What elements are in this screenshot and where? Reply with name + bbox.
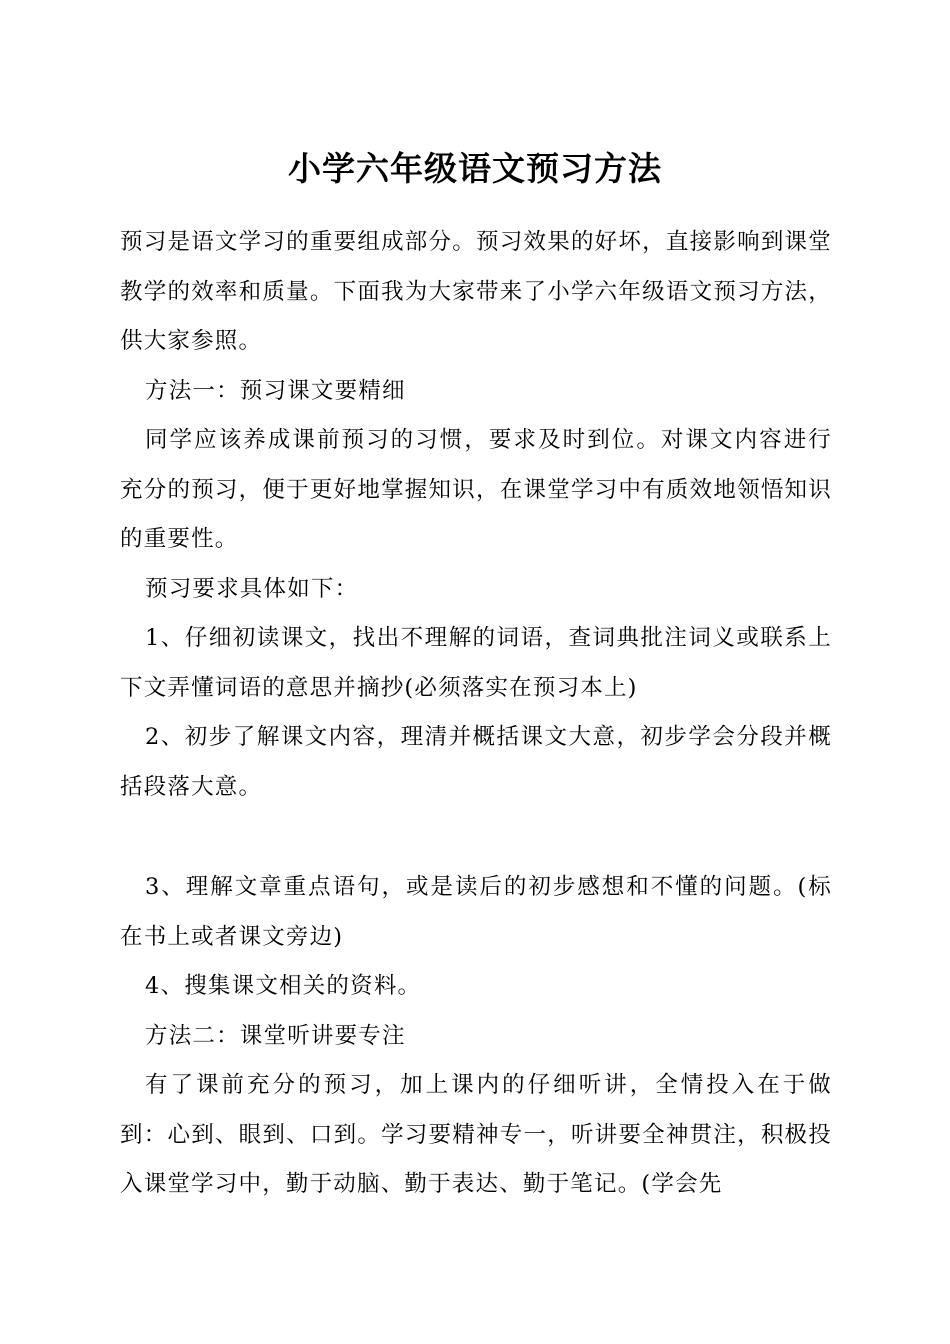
method-two-paragraph: 有了课前充分的预习，加上课内的仔细听讲，全情投入在于做到：心到、眼到、口到。学习要精神专一，听讲要全神贯注，积极投入课堂学习中，勤于动脑、勤于表达、勤于笔记。(学会先	[120, 1072, 832, 1197]
method-one-heading: 方法一：预习课文要精细	[145, 377, 406, 404]
method-one-paragraph: 同学应该养成课前预习的习惯，要求及时到位。对课文内容进行充分的预习，便于更好地掌握知识，在课堂学习中有质效地领悟知识的重要性。	[120, 427, 832, 552]
requirements-intro: 预习要求具体如下：	[145, 575, 359, 602]
intro-paragraph: 预习是语文学习的重要组成部分。预习效果的好坏，直接影响到课堂教学的效率和质量。下面我为大家带来了小学六年级语文预习方法，供大家参照。	[120, 229, 832, 354]
document-body	[120, 218, 832, 1210]
requirement-item-2: 2、初步了解课文内容，理清并概括课文大意，初步学会分段并概括段落大意。	[120, 724, 832, 800]
requirement-item-4: 4、搜集课文相关的资料。	[145, 973, 422, 999]
requirement-item-1: 1、仔细初读课文，找出不理解的词语，查词典批注词义或联系上下文弄懂词语的意思并摘抄(必须落实在预习本上)	[120, 625, 832, 701]
requirement-item-3: 3、理解文章重点语句，或是读后的初步感想和不懂的问题。(标在书上或者课文旁边)	[120, 874, 832, 950]
document-title: 小学六年级语文预习方法	[288, 149, 662, 188]
method-two-heading: 方法二：课堂听讲要专注	[145, 1022, 406, 1049]
